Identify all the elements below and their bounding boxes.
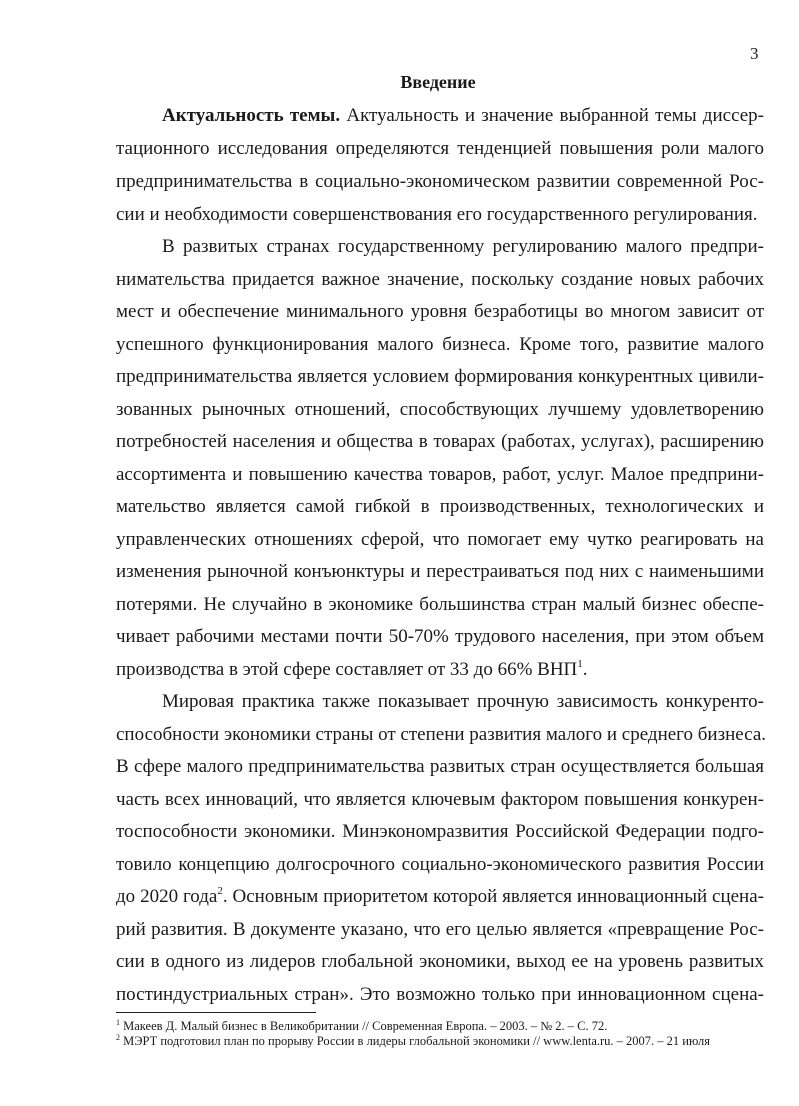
footnote-number: 2: [116, 1033, 120, 1042]
footnote-1: [116, 1018, 766, 1034]
text-line: тационного исследования определяются тенденцией повышения роли малого: [116, 138, 764, 159]
text-line: Мировая практика также показывает прочную зависимость конкуренто-: [162, 691, 764, 712]
footnote-ref-1[interactable]: 1: [577, 658, 583, 670]
text-line: предпринимательства в социально-экономическом развитии современной Рос-: [116, 171, 764, 192]
footnote-number: 1: [116, 1018, 120, 1027]
bold-lead: Актуальность темы.: [162, 105, 341, 126]
text-line: потерями. Не случайно в экономике большинства стран малый бизнес обеспе-: [116, 594, 764, 615]
footnote-2: [116, 1033, 766, 1049]
text-line: чивает рабочими местами почти 50-70% трудового населения, при этом объем: [116, 626, 764, 647]
text-line: управленческих отношениях сферой, что помогает ему чутко реагировать на: [116, 529, 764, 550]
text-line: мательство является самой гибкой в производственных, технологических и: [116, 496, 764, 517]
text-line: нимательства придается важное значение, поскольку создание новых рабочих: [116, 269, 764, 290]
text-line: сии в одного из лидеров глобальной экономики, выход ее на уровень развитых: [116, 951, 764, 972]
text-line: часть всех инноваций, что является ключевым фактором повышения конкурен-: [116, 789, 764, 810]
footnote-separator: [116, 1012, 316, 1013]
footnote-text: Макеев Д. Малый бизнес в Великобритании // Современная Европа. – 2003. – № 2. – С. 72.: [120, 1019, 608, 1033]
text-line: ассортимента и повышению качества товаров, работ, услуг. Малое предприни-: [116, 464, 764, 485]
text-line: тоспособности экономики. Минэкономразвития Российской Федерации подго-: [116, 821, 764, 842]
text-line: способности экономики страны от степени развития малого и среднего бизнеса.: [116, 724, 766, 745]
section-heading: Введение: [400, 72, 476, 92]
text-line: мест и обеспечение минимального уровня безработицы во многом зависит от: [116, 301, 764, 322]
text-line: [162, 100, 764, 132]
text-span: . Основным приоритетом которой является инновационный сцена-: [222, 886, 764, 907]
text-span: .: [582, 659, 588, 680]
text-line: потребностей населения и общества в товарах (работах, услугах), расширению: [116, 431, 764, 452]
text-line: рий развития. В документе указано, что его целью является «превращение Рос-: [116, 919, 764, 940]
text-line: товило концепцию долгосрочного социально-экономического развития России: [116, 854, 764, 875]
text-line: предпринимательства является условием формирования конкурентных цивили-: [116, 366, 764, 387]
text-line: В развитых странах государственному регулированию малого предпри-: [162, 236, 764, 257]
text-line: изменения рыночной конъюнктуры и перестраиваться под них с наименьшими: [116, 561, 764, 582]
text-line: постиндустриальных стран». Это возможно только при инновационном сцена-: [116, 984, 764, 1005]
text-span: до 2020 года: [116, 886, 218, 907]
footnote-text: МЭРТ подготовил план по прорыву России в лидеры глобальной экономики // www.lenta.ru. – 2007. – 21 июля: [120, 1034, 710, 1048]
text-line: зованных рыночных отношений, способствующих лучшему удовлетворению: [116, 399, 764, 420]
text-span: производства в этой сфере составляет от 33 до 66% ВНП: [116, 659, 578, 680]
text-line: [116, 654, 764, 686]
footnote-ref-2[interactable]: 2: [217, 885, 223, 897]
text-line: успешного функционирования малого бизнеса. Кроме того, развитие малого: [116, 334, 764, 355]
text-line: сии и необходимости совершенствования его государственного регулирования.: [116, 204, 758, 225]
text-line: [116, 881, 764, 913]
text-span: Актуальность и значение выбранной темы диссер-: [340, 105, 764, 126]
text-line: В сфере малого предпринимательства развитых стран осуществляется большая: [116, 756, 764, 777]
page-number: 3: [750, 44, 759, 63]
